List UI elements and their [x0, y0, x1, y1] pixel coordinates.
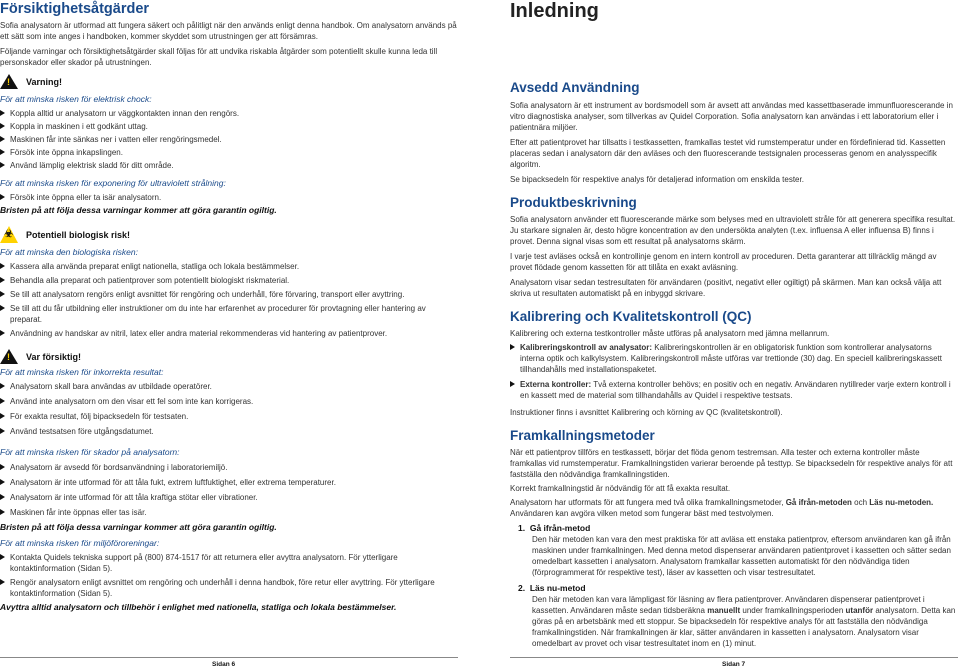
env-heading: För att minska risken för miljöföroreningar: [0, 538, 160, 548]
intended-use-p1: Sofia analysatorn är ett instrument av bordsmodell som är avsett att användas med kassettbaserade immunfluorescerande in vitro diagnostiska analyser, som tillverkas av Quidel Corporation. Sofia analysatorn kan användas i ett laboratorium eller i patientnära miljöer. [510, 101, 953, 132]
method-1-text: Den här metoden kan vara den mest praktiska för att avläsa ett enstaka patientprov, eftersom användaren kan gå ifrån maskinen under framkallningen. Med denna metod dispenserar användaren patientprovet i kassetten och sätter sedan omedelbart kassetten i analysatorn. Analysatorn framkallar kassetten automatiskt för den nödvändiga tiden (förprogrammerat för respektive test), läser av kassetten och visar testresultatet. [532, 535, 951, 577]
list-item: Försök inte öppna inkapslingen. [0, 147, 458, 158]
disposal-note: Avyttra alltid analysatorn och tillbehör i enlighet med nationella, statliga och lokala bestämmelser. [0, 602, 397, 612]
method-1-title: 1. Gå ifrån-metod [518, 523, 591, 533]
calibration-p2: Instruktioner finns i avsnittet Kalibrering och körning av QC (kvalitetskontroll). [510, 408, 783, 417]
product-description-heading: Produktbeskrivning [510, 195, 637, 210]
list-item: Maskinen får inte öppnas eller tas isär. [0, 507, 458, 518]
right-page [510, 0, 958, 649]
bullet-arrow-icon [0, 291, 5, 297]
bullet-arrow-icon [0, 398, 5, 404]
bullet-arrow-icon [0, 464, 5, 470]
incorrect-list [0, 381, 458, 437]
incorrect-heading: För att minska risken för inkorrekta resultat: [0, 367, 164, 377]
intro-paragraph-2: Följande varningar och försiktighetsåtgärder skall följas för att undvika riskabla åtgärder som potentiellt skulle kunna leda till personskador eller skador på utrustningen. [0, 47, 438, 67]
bullet-arrow-icon [0, 194, 5, 200]
product-p1: Sofia analysatorn använder ett fluorescerande märke som belyses med en ultraviolett stråle för att generera specifika resultat. Ju starkare signalen är, desto högre koncentration av den undersökta analyten (t.ex. influensa A eller influensa B) finns i provet. Denna signal visas som ett resultat på analysatorns skärm. [510, 215, 956, 246]
list-item: Koppla in maskinen i ett godkänt uttag. [0, 121, 458, 132]
list-item: Koppla alltid ur analysatorn ur väggkontakten innan den rengörs. [0, 108, 458, 119]
warning-callout [0, 74, 458, 89]
precautions-title: Försiktighetsåtgärder [0, 1, 150, 17]
intended-use-heading: Avsedd Användning [510, 80, 640, 95]
list-item: Kalibreringskontroll av analysator: Kalibreringskontrollen är en obligatorisk funktion som kontrollerar analysatorns interna optik och kalkylsystem. Kalibreringskontroll måste utföras var trettionde (30) dag. En speciell kalibreringskassett tillhandahålls med installationspaketet. [510, 342, 958, 375]
bullet-arrow-icon [0, 305, 5, 311]
development-p2: Korrekt framkallningstid är nödvändig för att få exakta resultat. [510, 484, 731, 493]
list-item: Behandla alla preparat och patientprover som potentiellt biologiskt riskmaterial. [0, 275, 458, 286]
bullet-arrow-icon [0, 110, 5, 116]
product-p2: I varje test avläses också en kontrollinje genom en intern kontroll av proceduren. Detta garanterar att tillräcklig mängd av provet flödade genom kassetten för att tillåta en exakt avläsning. [510, 252, 937, 272]
damage-list [0, 462, 458, 518]
list-item: Analysatorn skall bara användas av utbildade operatörer. [0, 381, 458, 392]
bullet-arrow-icon [0, 162, 5, 168]
methods-list [510, 523, 958, 649]
list-item: För exakta resultat, följ bipacksedeln för testsaten. [0, 411, 458, 422]
development-p1: När ett patientprov tillförs en testkassett, börjar det flöda genom testremsan. Alla tester och externa kontroller måste framkallas vid rumstemperatur. Framkallningstiden varierar beroende på testtyp. Se bipacksedeln för respektive analys för att fastställa den nödvändiga framkallningstiden. [510, 448, 953, 479]
bullet-arrow-icon [0, 494, 5, 500]
list-item: Användning av handskar av nitril, latex eller andra material rekommenderas vid hantering av patientprover. [0, 328, 458, 339]
damage-heading: För att minska risken för skador på analysatorn: [0, 447, 180, 457]
product-p3: Analysatorn visar sedan testresultaten för användaren (positivt, negativt eller ogiltigt) på skärmen. Man kan också välja att skriva ut resultaten automatiskt på en inbyggd skrivare. [510, 278, 942, 298]
bullet-arrow-icon [510, 381, 515, 387]
caution-icon: ! [0, 349, 18, 364]
bullet-arrow-icon [0, 428, 5, 434]
intended-use-p3: Se bipacksedeln för respektive analys för detaljerad information om enskilda tester. [510, 175, 804, 184]
calibration-p1: Kalibrering och externa testkontroller måste utföras på analysatorn med jämna mellanrum. [510, 329, 830, 338]
method-2-text: Den här metoden kan vara lämpligast för läsning av flera patientprover. Användaren dispenserar patientprovet i kassetten. Användaren måste sedan tidsberäkna manuellt under framkallningsperioden utanför analysatorn. Detta kan göras på en arbetsbänk med ett stoppur. Se bipacksedeln för respektive analys för att fastställa den nödvändiga framkallningstiden. När framkallningen är klar, sätter användaren in kassetten i analysatorn. Analysatorn visar omedelbart av provet och visar testresultatet inom en (1) minut. [532, 595, 956, 648]
electric-list [0, 108, 458, 171]
page-number-left: Sidan 6 [212, 661, 236, 668]
bullet-arrow-icon [0, 509, 5, 515]
bullet-arrow-icon [510, 344, 515, 350]
bullet-arrow-icon [0, 479, 5, 485]
calibration-list [510, 342, 958, 401]
list-item: Använd inte analysatorn om den visar ett fel som inte kan korrigeras. [0, 396, 458, 407]
footer-rule-left [0, 657, 458, 658]
bullet-arrow-icon [0, 579, 5, 585]
introduction-title: Inledning [510, 0, 599, 22]
bullet-arrow-icon [0, 330, 5, 336]
list-item: Rengör analysatorn enligt avsnittet om rengöring och underhåll i denna handbok, före retur eller avyttring. För ytterligare kontaktinformation (Sidan 5). [0, 577, 458, 599]
footer-rule-right [510, 657, 958, 658]
bullet-arrow-icon [0, 123, 5, 129]
warning-icon: ! [0, 74, 18, 89]
caution-callout [0, 349, 458, 364]
bio-list [0, 261, 458, 339]
intended-use-p2: Efter att patientprovet har tillsatts i testkassetten, framkallas testet vid rumstemperatur under en fördefinierad tid. Kassetten placeras sedan i analysatorn där den avläses och den fluorescerande testsignalen processeras genom en analysspecifik algoritm. [510, 138, 946, 169]
biohazard-label: Potentiell biologisk risk! [26, 229, 131, 240]
warranty-note-1: Bristen på att följa dessa varningar kommer att göra garantin ogiltig. [0, 205, 277, 215]
list-item: Försök inte öppna eller ta isär analysatorn. [0, 192, 458, 203]
uv-heading: För att minska risken för exponering för ultraviolett strålning: [0, 178, 226, 188]
list-item: Analysatorn är inte utformad för att tåla kraftiga stötar eller vibrationer. [0, 492, 458, 503]
caution-label: Var försiktig! [26, 351, 82, 362]
list-item: Kontakta Quidels tekniska support på (800) 874-1517 för att returnera eller avyttra analysatorn. För ytterligare kontaktinformation (Sidan 5). [0, 552, 458, 574]
page-number-right: Sidan 7 [722, 661, 746, 668]
bullet-arrow-icon [0, 383, 5, 389]
list-item: Kassera alla använda preparat enligt nationella, statliga och lokala bestämmelser. [0, 261, 458, 272]
list-item: Maskinen får inte sänkas ner i vatten eller rengöringsmedel. [0, 134, 458, 145]
bullet-arrow-icon [0, 149, 5, 155]
bullet-arrow-icon [0, 136, 5, 142]
left-page [0, 0, 458, 613]
list-item: Använd testsatsen före utgångsdatumet. [0, 426, 458, 437]
warning-label: Varning! [26, 76, 63, 87]
bio-heading: För att minska den biologiska risken: [0, 247, 138, 257]
list-item: Analysatorn är inte utformad för att tåla fukt, extrem luftfuktighet, eller extrema temperaturer. [0, 477, 458, 488]
intro-paragraph-1: Sofia analysatorn är utformad att fungera säkert och pålitligt när den används enligt denna handbok. Om analysatorn används på ett sätt som inte anges i handboken, kommer skyddet som utrustningen ger att försämras. [0, 21, 457, 41]
bullet-arrow-icon [0, 263, 5, 269]
development-p3: Analysatorn har utformats för att fungera med två olika framkallningsmetoder, Gå ifrån-metoden och Läs nu-metoden. Användaren kan avgöra vilken metod som fungerar bäst med testvolymen. [510, 498, 934, 518]
bullet-arrow-icon [0, 554, 5, 560]
biohazard-icon [0, 226, 18, 243]
calibration-heading: Kalibrering och Kvalitetskontroll (QC) [510, 309, 752, 324]
electric-heading: För att minska risken för elektrisk chock: [0, 94, 152, 104]
method-2-title: 2. Läs nu-metod [518, 583, 586, 593]
list-item: Använd lämplig elektrisk sladd för ditt område. [0, 160, 458, 171]
list-item: Se till att analysatorn rengörs enligt avsnittet för rengöring och underhåll, före förvaring, transport eller avyttring. [0, 289, 458, 300]
warranty-note-2: Bristen på att följa dessa varningar kommer att göra garantin ogiltig. [0, 522, 277, 532]
list-item: Se till att du får utbildning eller instruktioner om du inte har erfarenhet av procedurer för provtagning eller hantering av preparat. [0, 303, 458, 325]
uv-list [0, 192, 458, 203]
bullet-arrow-icon [0, 413, 5, 419]
biohazard-callout [0, 226, 458, 243]
env-list [0, 552, 458, 599]
list-item: Externa kontroller: Två externa kontroller behövs; en positiv och en negativ. Användaren nytillreder varje extern kontroll i en kassett med de material som tillhandahålls av Quidel i respektive testsats. [510, 379, 958, 401]
bullet-arrow-icon [0, 277, 5, 283]
development-methods-heading: Framkallningsmetoder [510, 428, 655, 443]
list-item: Analysatorn är avsedd för bordsanvändning i laboratoriemiljö. [0, 462, 458, 473]
